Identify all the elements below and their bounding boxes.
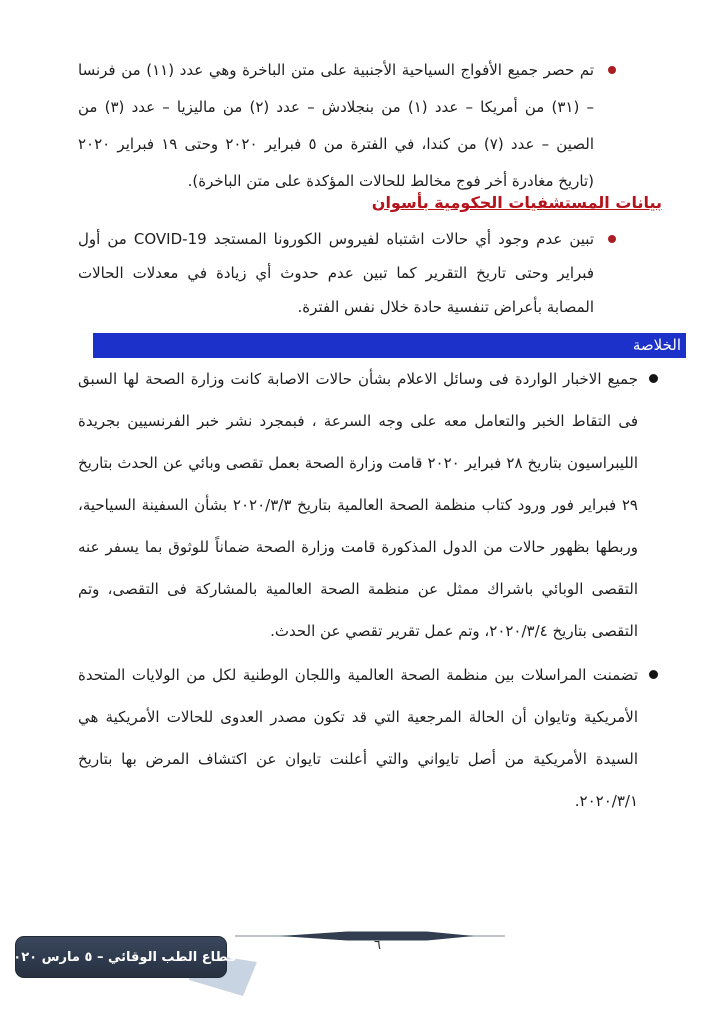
summary-bullet-correspondence [78, 654, 658, 822]
red-bullet-icon [608, 235, 616, 243]
ship-groups-text: تم حصر جميع الأفواج السياحية الأجنبية على متن الباخرة وهي عدد (١١) من فرنسا – (٣١) من أمريكا – عدد (١) من بنجلادش – عدد (٢) من ماليزيا – عدد (٣) من الصين – عدد (٧) من كندا، في الفترة من ٥ فبراير ٢٠٢٠ وحتى ١٩ فبراير ٢٠٢٠ (تاريخ مغادرة أخر فوج مخالط للحالات المؤكدة على متن الباخرة). [78, 61, 594, 190]
aswan-hospitals-text: تبين عدم وجود أي حالات اشتباه لفيروس الكورونا المستجد COVID-19 من أول فبراير وحتى تاريخ التقرير كما تبين عدم حدوث أي زيادة في معدلات الحالات المصابة بأعراض تنفسية حادة خلال نفس الفترة. [78, 230, 594, 316]
black-bullet-icon [649, 670, 658, 679]
aswan-hospitals-bullet [78, 222, 620, 324]
summary-list [78, 358, 658, 824]
footer-sector-label: قطاع الطب الوقائي – ٥ مارس ٢٠٢٠ [5, 949, 237, 965]
ship-groups-bullet [78, 52, 620, 200]
black-bullet-icon [649, 374, 658, 383]
page-number: ٦ [374, 938, 381, 953]
summary-header-bar [93, 333, 686, 358]
summary-title: الخلاصة [632, 336, 681, 354]
summary-bullet-media-text: جميع الاخبار الواردة فى وسائل الاعلام بشأن حالات الاصابة كانت وزارة الصحة لها السبق فى التقاط الخبر والتعامل معه على وجه السرعة ، فبمجرد نشر خبر الفرنسيين بجريدة الليبراسيون بتاريخ ٢٨ فبراير ٢٠٢٠ قامت وزارة الصحة بعمل تقصى وبائي عن الحدث بتاريخ ٢٩ فبراير فور ورود كتاب منظمة الصحة العالمية بتاريخ ٢٠٢٠/٣/٣ بشأن السفينة السياحية، وربطها بظهور حالات من الدول المذكورة قامت وزارة الصحة ضماناً للوثوق بما يسفر عنه التقصى الوبائي باشراك ممثل عن منظمة الصحة العالمية بالمشاركة فى التقصى، وتم التقصى بتاريخ ٢٠٢٠/٣/٤، وتم عمل تقرير تقصي عن الحدث. [78, 370, 638, 640]
summary-bullet-correspondence-text: تضمنت المراسلات بين منظمة الصحة العالمية واللجان الوطنية لكل من الولايات المتحدة الأمريكية وتايوان أن الحالة المرجعية التي قد تكون مصدر العدوى للحالات الأمريكية هي السيدة الأمريكية من أصل تايواني والتي أعلنت تايوان عن اكتشاف المرض بها بتاريخ ٢٠٢٠/٣/١. [78, 666, 638, 810]
aswan-hospitals-heading: بيانات المستشفيات الحكومية بأسوان [371, 193, 662, 212]
summary-bullet-media [78, 358, 658, 652]
red-bullet-icon [608, 66, 616, 74]
footer-sector-badge [5, 936, 237, 978]
page-divider-line [232, 928, 508, 944]
